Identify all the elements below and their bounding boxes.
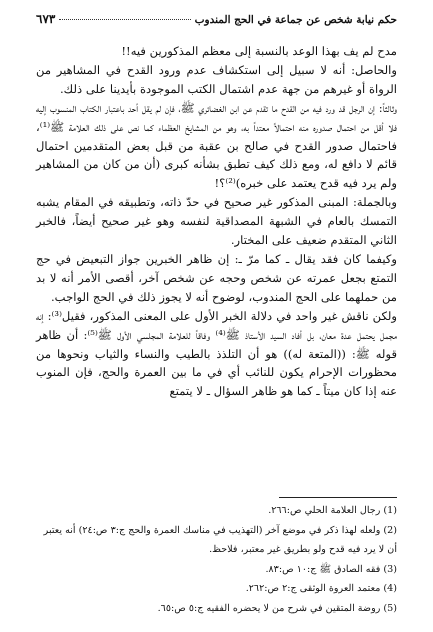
paragraph: مدح لم يف بهذا الوعد بالنسبة إلى معظم المذكورين فيه!!	[121, 44, 397, 58]
paragraph: وثالثاً: إن الرجل قد ورد فيه من القدح ما تقدم عن ابن الغضائري ﷺ، فإن لم يقل أحد باعتبار الكتاب المنسوب إليه فلا أقل من احتمال صدوره منه احتمالاً معتداً به، وهو من المشايخ العظماء كما نص على ذلك العلامة ﷺ⁽¹⁾، فاحتمال صدور القدح في صالح بن عقبة من قبل بعض المتقدمين احتمال قائم لا دافع له، ومع ذلك كيف تطبق بشأنه كبرى (أن من كان من المشاهير ولم يرد فيه قدح يعتمد على خبره)⁽²⁾؟!	[36, 100, 397, 191]
footnote: (2) ولعله لهذا ذكر في موضع آخر (التهذيب في مناسك العمرة والحج ج:٣ ص:٢٤) أنه يعتبر أن لا يرد فيه قدح ولو بطريق غير معتبر، فلاحظ.	[43, 524, 397, 555]
main-text	[36, 42, 397, 401]
running-title: حكم نيابة شخص عن جماعة في الحج المندوب	[194, 14, 397, 26]
header-dot-leader	[59, 19, 190, 20]
footnote-separator	[279, 497, 397, 498]
paragraph: وبالجملة: المبنى المذكور غير صحيح في حدّ ذاته، وتطبيقه في المقام يشبه التمسك بالعام في الشبهة المصداقية لنفسه وهو غير صحيح أيضاً، فالخبر الثاني المتقدم ضعيف على المختار.	[36, 195, 397, 248]
footnote: (3) فقه الصادق ﷺ ج:١٠ ص:٨٣.	[265, 563, 397, 575]
paragraph: وكيفما كان فقد يقال ـ كما مرّ ـ: إن ظاهر الخبرين جواز التبعيض في حج التمتع بجعل عمرته عن شخص وحجه عن شخص آخر، أقصى الأمر أنه لا بد من حملهما على الحج المندوب، لوضوح أنه لا يجوز ذلك في الحج الواجب.	[36, 251, 397, 304]
footnotes	[36, 497, 397, 618]
paragraph: والحاصل: أنه لا سبيل إلى استكشاف عدم ورود القدح في المشاهير من الرواة أو غيرهم من جهة عدم اشتمال الكتب الموجودة بأيدينا على ذلك.	[36, 62, 397, 96]
page-number: ٦٧٣	[36, 12, 56, 26]
footnote: (1) رجال العلامة الحلي ص:٢٦٦.	[268, 505, 397, 516]
footnote: (5) روضة المتقين في شرح من لا يحضره الفقيه ج:٥ ص:٦٥.	[157, 602, 397, 614]
paragraph: ولكن ناقش غير واحد في دلالة الخبر الأول على المعنى المذكور، فقيل⁽³⁾: إنه مجمل يحتمل عدة معان، بل أفاد السيد الأستاذ ﷺ⁽⁴⁾ وفاقاً للعلامة المجلسي الأول ﷺ⁽⁵⁾: أن ظاهر قوله ﷺ: ((المتعة له)) هو أن التلذذ بالطيب والنساء والثياب ونحوها من محظورات الإحرام يكون للنائب أي في ما بين العمرة والحج، فإن المنوب عنه إذا كان ميتاً ـ كما هو ظاهر السؤال ـ لا يتمتع	[36, 308, 398, 399]
footnote: (4) معتمد العروة الوثقى ج:٢ ص:٢٦٢.	[245, 583, 397, 594]
page-header	[36, 12, 397, 36]
